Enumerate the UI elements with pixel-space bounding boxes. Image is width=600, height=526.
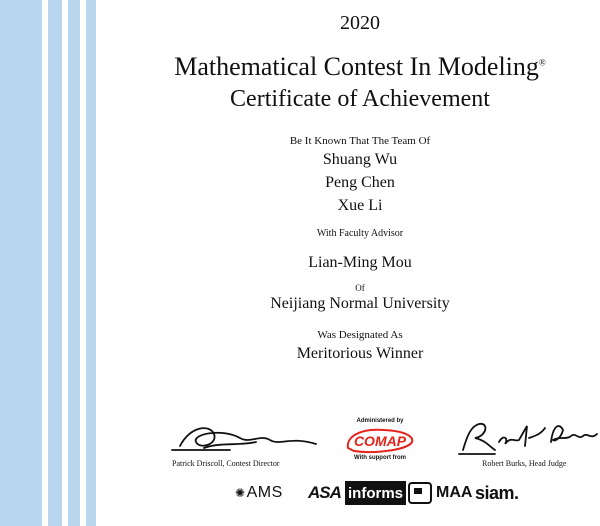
maa-logo xyxy=(408,478,472,508)
stripe xyxy=(0,0,42,526)
university-name: Neijiang Normal University xyxy=(270,295,450,312)
siam-logo: siam. xyxy=(475,482,519,503)
certificate-subtitle: Certificate of Achievement xyxy=(230,86,490,112)
ams-emblem-icon: ✺ xyxy=(235,486,246,500)
award-title: Meritorious Winner xyxy=(296,345,424,362)
registered-mark: ® xyxy=(538,57,546,68)
maa-logo-text: MAA xyxy=(436,484,473,501)
contest-title xyxy=(120,52,600,82)
informs-logo: informs xyxy=(345,481,406,505)
judge-signature xyxy=(455,416,600,458)
stripe xyxy=(68,0,80,526)
comap-logo xyxy=(344,426,416,454)
team-member: Shuang Wu xyxy=(322,151,398,168)
advisor-name: Lian-Ming Mou xyxy=(308,254,412,271)
comap-logo-text: COMAP xyxy=(353,433,407,449)
team-member: Xue Li xyxy=(337,197,383,214)
ams-logo xyxy=(235,478,283,508)
team-member: Peng Chen xyxy=(325,174,395,191)
maa-emblem-icon xyxy=(408,482,432,504)
director-caption: Patrick Driscoll, Contest Director xyxy=(172,459,280,468)
stripe xyxy=(86,0,96,526)
decorative-stripes xyxy=(0,0,106,526)
of-label: Of xyxy=(355,283,365,293)
certificate-year: 2020 xyxy=(340,12,380,34)
intro-text: Be It Known That The Team Of xyxy=(289,135,431,147)
asa-logo: ASA xyxy=(308,483,341,502)
designated-label: Was Designated As xyxy=(317,329,403,341)
stripe xyxy=(48,0,62,526)
contest-title-text: Mathematical Contest In Modeling xyxy=(174,52,539,81)
ams-logo-text: AMS xyxy=(246,484,283,501)
support-label: With support from xyxy=(354,455,406,461)
administrator-block xyxy=(330,418,430,461)
advisor-label: With Faculty Advisor xyxy=(316,228,404,239)
judge-caption: Robert Burks, Head Judge xyxy=(482,459,567,468)
administered-by-label: Administered by xyxy=(356,418,404,424)
director-signature xyxy=(170,420,318,456)
